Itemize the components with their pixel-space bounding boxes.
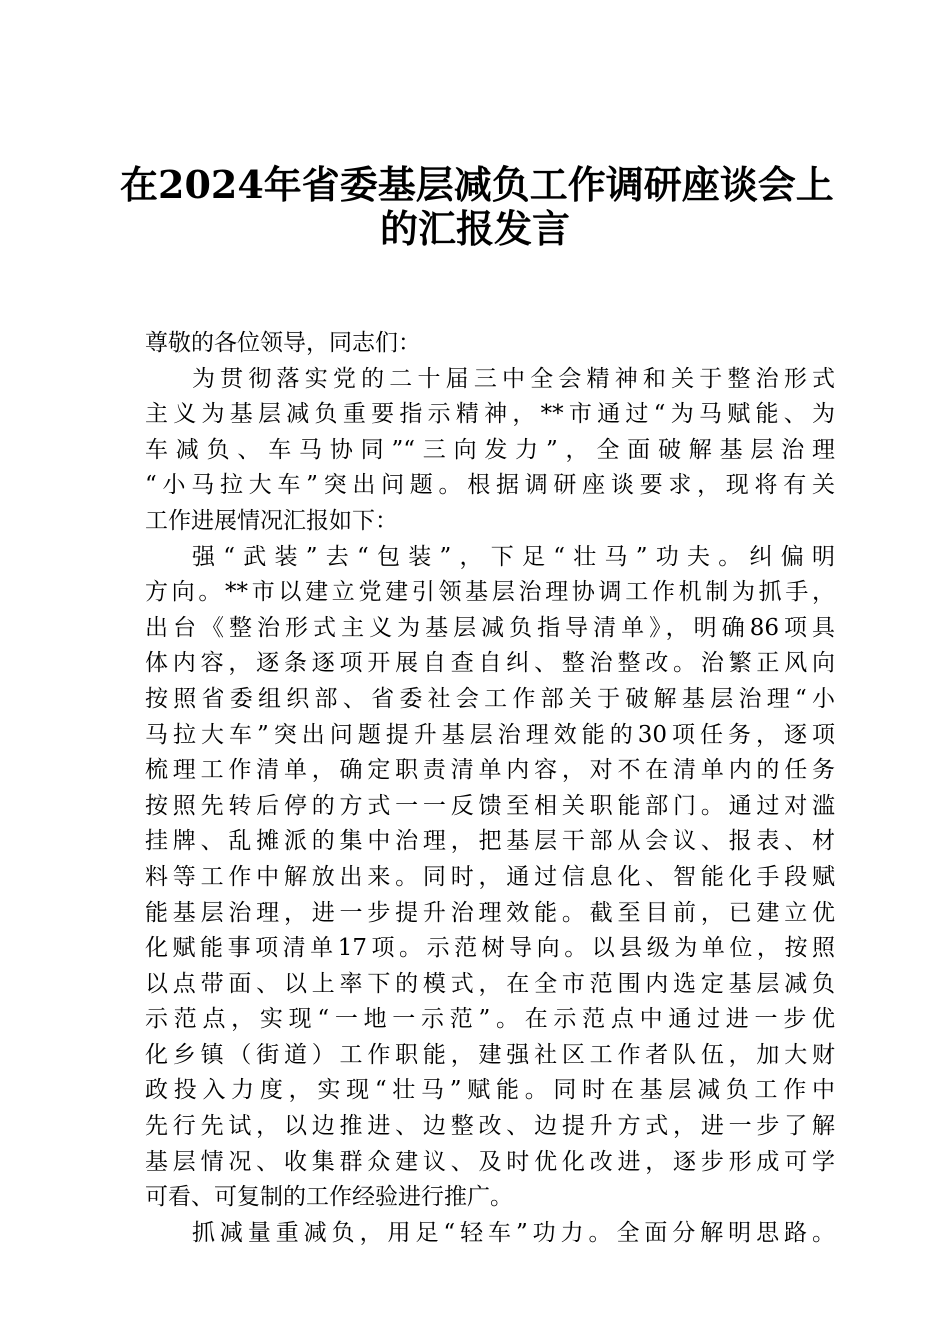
body-line: 料等工作中解放出来。同时，通过信息化、智能化手段赋	[145, 863, 835, 890]
body-line: 抓减量重减负，用足“轻车”功力。全面分解明思路。	[192, 1219, 835, 1246]
body-line: 出台《整治形式主义为基层减负指导清单》，明确86项具	[145, 614, 835, 641]
body-line: 按照先转后停的方式一一反馈至相关职能部门。通过对滥	[145, 792, 835, 819]
body-line: 基层情况、收集群众建议、及时优化改进，逐步形成可学	[145, 1148, 835, 1175]
body-line: 方向。**市以建立党建引领基层治理协调工作机制为抓手，	[145, 579, 835, 606]
body-line: 化乡镇（街道）工作职能，建强社区工作者队伍，加大财	[145, 1041, 835, 1068]
document-body	[145, 326, 835, 1251]
body-line: “小马拉大车”突出问题。根据调研座谈要求，现将有关	[145, 472, 835, 499]
body-line: 主义为基层减负重要指示精神，**市通过“为马赋能、为	[145, 401, 835, 428]
body-line: 政投入力度，实现“壮马”赋能。同时在基层减负工作中	[145, 1077, 835, 1104]
body-line: 化赋能事项清单17项。示范树导向。以县级为单位，按照	[145, 935, 835, 962]
body-line: 挂牌、乱摊派的集中治理，把基层干部从会议、报表、材	[145, 828, 835, 855]
document-title-line-2: 的汇报发言	[379, 206, 570, 251]
body-line: 按照省委组织部、省委社会工作部关于破解基层治理“小	[145, 685, 835, 712]
body-line: 梳理工作清单，确定职责清单内容，对不在清单内的任务	[145, 757, 835, 784]
body-line: 示范点，实现“一地一示范”。在示范点中通过进一步优	[145, 1006, 835, 1033]
body-line: 马拉大车”突出问题提升基层治理效能的30项任务，逐项	[145, 721, 835, 748]
body-line: 体内容，逐条逐项开展自查自纠、整治整改。治繁正风向	[145, 650, 835, 677]
body-line: 可看、可复制的工作经验进行推广。	[145, 1184, 513, 1211]
document-title-line-1: 在2024年省委基层减负工作调研座谈会上	[120, 162, 834, 207]
body-line: 能基层治理，进一步提升治理效能。截至目前，已建立优	[145, 899, 835, 926]
body-line: 为贯彻落实党的二十届三中全会精神和关于整治形式	[192, 365, 835, 392]
salutation: 尊敬的各位领导，同志们：	[145, 330, 421, 356]
body-line: 以点带面、以上率下的模式，在全市范围内选定基层减负	[145, 970, 835, 997]
body-line: 先行先试，以边推进、边整改、边提升方式，进一步了解	[145, 1113, 835, 1140]
body-line: 车减负、车马协同”“三向发力”，全面破解基层治理	[145, 436, 835, 463]
body-line: 强“武装”去“包装”，下足“壮马”功夫。纠偏明	[192, 543, 835, 570]
body-line: 工作进展情况汇报如下：	[145, 507, 398, 534]
